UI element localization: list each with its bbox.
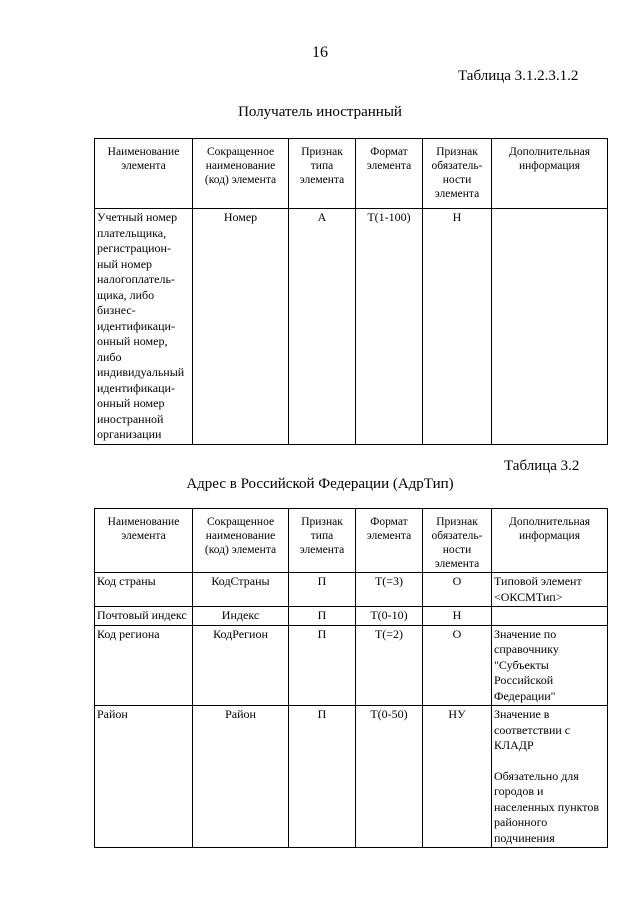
header-cell: Признак обязатель-ности элемента [423, 509, 492, 573]
element-info-cell: Значение по справочнику "Субъекты Российской Федерации" [492, 625, 608, 706]
element-name-cell: Учетный номер плательщика, регистрацион-ный номер налогоплатель-щика, либо бизнес-идентификаци-онный номер, либо индивидуальный идентификаци-онный номер иностранной организации [95, 209, 193, 445]
address-rf-table [94, 508, 608, 848]
element-type-cell: П [289, 607, 356, 626]
element-code-cell: Район [193, 706, 289, 848]
element-code-cell: Индекс [193, 607, 289, 626]
section-title: Получатель иностранный [238, 104, 402, 120]
info-text: Значение в соответствии с КЛАДР [494, 707, 571, 752]
element-required-cell: О [423, 573, 492, 607]
table-row [95, 625, 608, 706]
element-type-cell: П [289, 625, 356, 706]
element-info-cell: Типовой элемент <ОКСМТип> [492, 573, 608, 607]
element-code-cell: Номер [193, 209, 289, 445]
page-number: 16 [312, 44, 328, 61]
element-required-cell: О [423, 625, 492, 706]
header-cell: Формат элемента [356, 509, 423, 573]
element-format-cell: Т(0-50) [356, 706, 423, 848]
element-type-cell: А [289, 209, 356, 445]
element-info-cell [492, 706, 608, 848]
header-cell: Дополнительная информация [492, 139, 608, 209]
table-header-row [95, 509, 608, 573]
element-code-cell: КодСтраны [193, 573, 289, 607]
element-name-cell: Почтовый индекс [95, 607, 193, 626]
header-cell: Признак типа элемента [289, 139, 356, 209]
element-type-cell: П [289, 573, 356, 607]
recipient-foreign-table [94, 138, 608, 445]
header-cell: Признак типа элемента [289, 509, 356, 573]
table-row [95, 573, 608, 607]
element-name-cell: Код страны [95, 573, 193, 607]
element-required-cell: НУ [423, 706, 492, 848]
header-cell: Наименование элемента [95, 509, 193, 573]
table-row [95, 706, 608, 848]
element-required-cell: Н [423, 607, 492, 626]
element-name-cell: Район [95, 706, 193, 848]
element-format-cell: Т(1-100) [356, 209, 423, 445]
table-label: Таблица 3.2 [504, 458, 580, 474]
info-text: Обязательно для городов и населенных пунктов районного подчинения [494, 768, 600, 845]
element-info-cell [492, 209, 608, 445]
element-format-cell: Т(0-10) [356, 607, 423, 626]
header-cell: Дополнительная информация [492, 509, 608, 573]
element-name-cell: Код региона [95, 625, 193, 706]
table-row [95, 209, 608, 445]
element-type-cell: П [289, 706, 356, 848]
section-title: Адрес в Российской Федерации (АдрТип) [186, 476, 454, 492]
header-cell: Наименование элемента [95, 139, 193, 209]
header-cell: Формат элемента [356, 139, 423, 209]
element-info-cell [492, 607, 608, 626]
element-required-cell: Н [423, 209, 492, 445]
element-format-cell: Т(=2) [356, 625, 423, 706]
table-header-row [95, 139, 608, 209]
header-cell: Признак обязатель-ности элемента [423, 139, 492, 209]
element-code-cell: КодРегион [193, 625, 289, 706]
header-cell: Сокращенное наименование (код) элемента [193, 139, 289, 209]
table-row [95, 607, 608, 626]
element-format-cell: Т(=3) [356, 573, 423, 607]
table-label: Таблица 3.1.2.3.1.2 [458, 68, 579, 84]
header-cell: Сокращенное наименование (код) элемента [193, 509, 289, 573]
